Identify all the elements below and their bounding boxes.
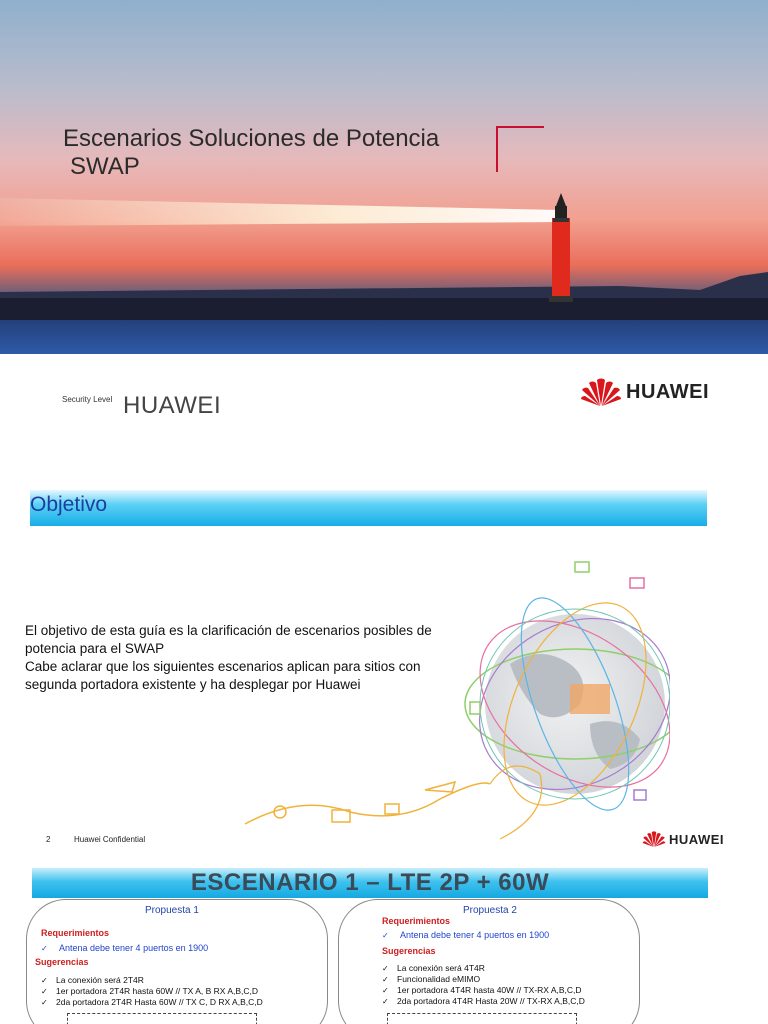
list-item: ✓ 1er portadora 2T4R hasta 60W // TX A, B RX A,B,C,D (41, 986, 263, 997)
proposal-2-requirements-label: Requerimientos (382, 916, 451, 926)
objective-heading-banner (30, 490, 707, 526)
brand-text: HUAWEI (123, 392, 222, 419)
objective-slide (0, 354, 768, 859)
scenario-slide (0, 859, 768, 1024)
scenario-heading: ESCENARIO 1 – LTE 2P + 60W (190, 869, 550, 896)
objective-heading: Objetivo (30, 493, 108, 516)
connected-globe-illustration (240, 554, 670, 844)
huawei-logo (580, 376, 709, 408)
list-item: ✓ 2da portadora 4T4R Hasta 20W // TX-RX A,B,C,D (382, 996, 585, 1007)
title-slide (0, 0, 768, 354)
objective-paragraph-2: Cabe aclarar que los siguientes escenarios aplican para sitios con segunda portadora existente y ha desplegar por Huawei (25, 659, 421, 692)
proposal-1-requirement: ✓ Antena debe tener 4 puertos en 1900 (41, 943, 209, 953)
proposal-1-title: Propuesta 1 (145, 905, 199, 916)
page-number: 2 (46, 835, 51, 844)
proposal-1-requirements-label: Requerimientos (41, 928, 110, 938)
list-item: ✓ 2da portadora 2T4R Hasta 60W // TX C, D RX A,B,C,D (41, 997, 263, 1008)
scenario-heading-banner (32, 868, 708, 898)
footer-confidential: Huawei Confidential (74, 835, 146, 844)
list-item: ✓ 1er portadora 4T4R hasta 40W // TX-RX A,B,C,D (382, 985, 585, 996)
proposal-2-suggestion-list (382, 963, 585, 1007)
huawei-flower-icon (642, 830, 666, 848)
security-level-label: Security Level (62, 395, 113, 404)
proposal-1-diagram-box (67, 1013, 257, 1024)
red-corner-mark (496, 126, 544, 172)
footer-huawei-logo (642, 830, 724, 848)
proposal-2-card (338, 899, 640, 1024)
proposal-1-suggestion-list (41, 975, 263, 1008)
proposal-1-card (26, 899, 328, 1024)
title-line-2: SWAP (70, 153, 140, 180)
list-item: ✓ Funcionalidad eMIMO (382, 974, 585, 985)
huawei-flower-icon (580, 376, 622, 408)
list-item: ✓ La conexión será 2T4R (41, 975, 263, 986)
objective-paragraph-1: El objetivo de esta guía es la clarificación de escenarios posibles de potencia para el SWAP (25, 623, 432, 656)
proposal-2-title: Propuesta 2 (463, 905, 517, 916)
footer-logo-text: HUAWEI (669, 831, 724, 847)
title-line-1: Escenarios Soluciones de Potencia (63, 125, 440, 152)
proposal-2-diagram-box (387, 1013, 577, 1024)
proposal-2-requirement: ✓ Antena debe tener 4 puertos en 1900 (382, 930, 550, 940)
proposal-1-suggestions-label: Sugerencias (35, 957, 89, 967)
proposal-2-suggestions-label: Sugerencias (382, 946, 436, 956)
logo-text: HUAWEI (626, 380, 709, 403)
list-item: ✓ La conexión será 4T4R (382, 963, 585, 974)
slide-title (63, 125, 439, 181)
